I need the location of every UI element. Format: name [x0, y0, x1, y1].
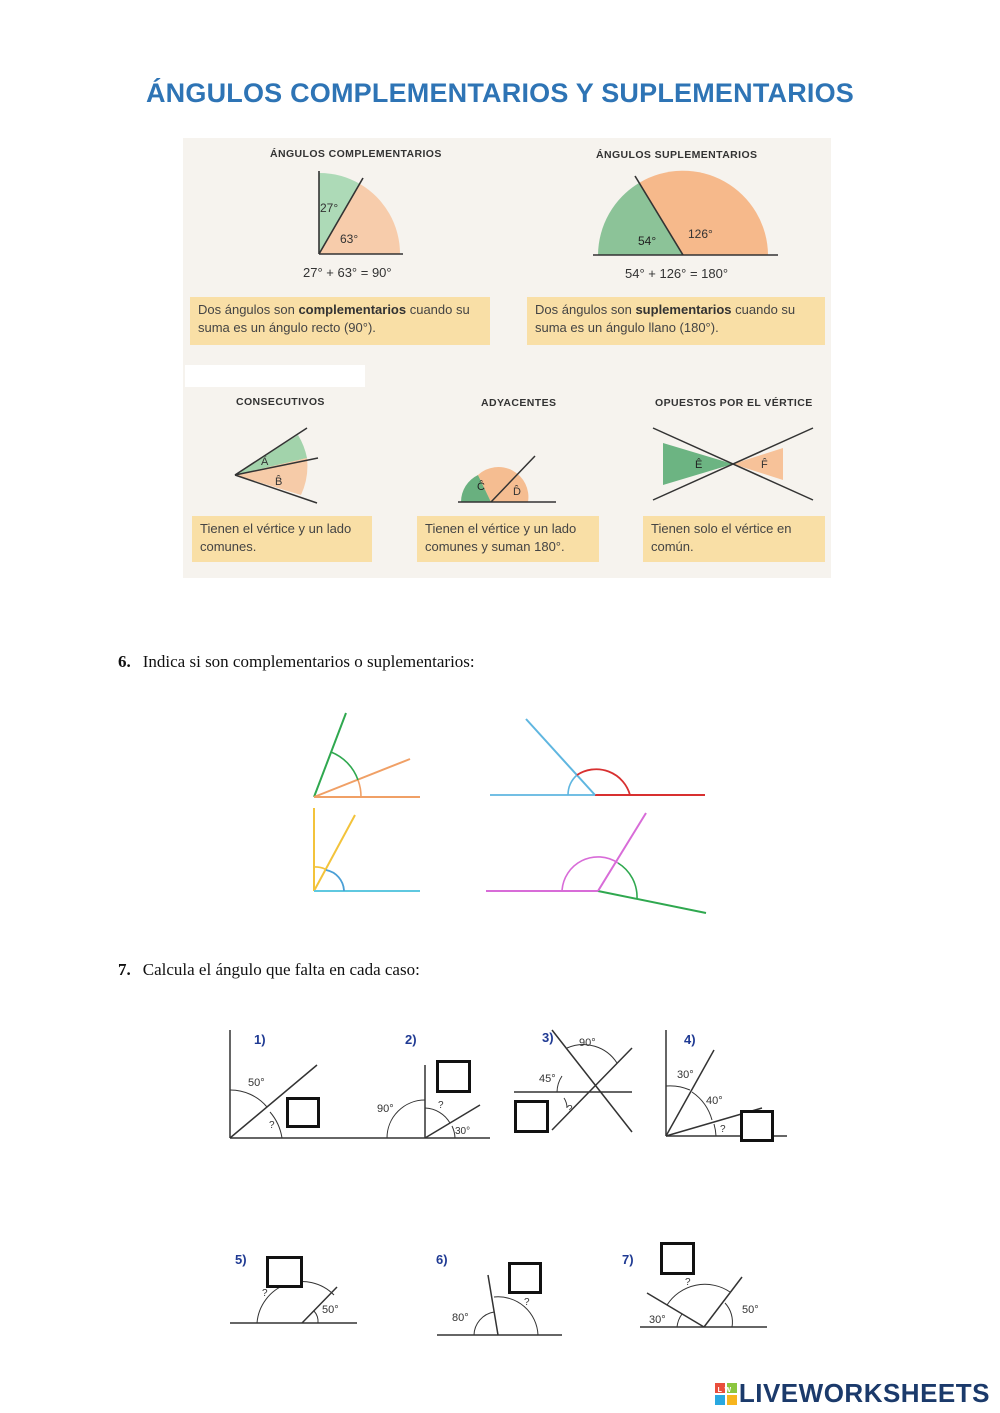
- answer-box-6[interactable]: [508, 1262, 542, 1294]
- supl-definition: Dos ángulos son suplementarios cuando su suma es un ángulo llano (180°).: [527, 297, 825, 345]
- comp-definition: Dos ángulos son complementarios cuando su suma es un ángulo recto (90°).: [190, 297, 490, 345]
- ady-c: Ĉ: [477, 481, 485, 493]
- q6-figure-1: [314, 713, 420, 797]
- exercise-6: [436, 1252, 562, 1335]
- ex7-label: 7): [622, 1252, 634, 1267]
- cons-a: Â: [261, 456, 269, 468]
- adyacentes-heading: ADYACENTES: [481, 397, 557, 409]
- supl-angle-a: 54°: [638, 234, 657, 248]
- ex6-label: 6): [436, 1252, 448, 1267]
- ex6-given: 80°: [452, 1312, 469, 1324]
- complementary-figure: [319, 171, 403, 254]
- ex1-given: 50°: [248, 1077, 265, 1089]
- adyacentes-definition: Tienen el vértice y un lado comunes y suman 180°.: [417, 516, 599, 562]
- ex7-given-b: 50°: [742, 1304, 759, 1316]
- comp-angle-b: 63°: [340, 232, 359, 246]
- brand-logo: [715, 1378, 990, 1409]
- comp-equation: 27° + 63° = 90°: [303, 265, 392, 280]
- ex6-unknown: ?: [524, 1297, 530, 1308]
- q6-figure-3: [314, 808, 420, 891]
- ex7-given-a: 30°: [649, 1314, 666, 1326]
- theory-figures: [183, 138, 831, 578]
- opuestos-heading: OPUESTOS POR EL VÉRTICE: [655, 397, 813, 409]
- ex3-unknown: ?: [567, 1104, 573, 1115]
- answer-box-5[interactable]: [266, 1256, 303, 1288]
- page-title: ÁNGULOS COMPLEMENTARIOS Y SUPLEMENTARIOS: [145, 78, 855, 108]
- question-6: 6. Indica si son complementarios o suplementarios:: [118, 652, 475, 671]
- answer-box-2[interactable]: [436, 1060, 471, 1093]
- consecutivos-heading: CONSECUTIVOS: [236, 396, 325, 408]
- comp-angle-a: 27°: [320, 201, 339, 215]
- consecutivos-definition: Tienen el vértice y un lado comunes.: [192, 516, 372, 562]
- consecutivos-figure: [235, 428, 318, 503]
- liveworksheets-icon: LW: [715, 1383, 737, 1405]
- supl-angle-b: 126°: [688, 227, 713, 241]
- ex3-given-a: 90°: [579, 1037, 596, 1049]
- ex3-given-b: 45°: [539, 1073, 556, 1085]
- question-7: 7. Calcula el ángulo que falta en cada caso:: [118, 960, 420, 979]
- ex4-given-a: 30°: [677, 1069, 694, 1081]
- q6-figure-4: [486, 813, 706, 913]
- q7-row-2: [222, 1245, 790, 1343]
- answer-box-1[interactable]: [286, 1097, 320, 1128]
- complementarios-heading: ÁNGULOS COMPLEMENTARIOS: [270, 148, 442, 160]
- ex1-unknown: ?: [269, 1120, 275, 1131]
- ex4-unknown: ?: [720, 1124, 726, 1135]
- brand-name: LIVEWORKSHEETS: [738, 1378, 990, 1408]
- ex7-unknown: ?: [685, 1277, 691, 1288]
- answer-box-3[interactable]: [514, 1100, 549, 1133]
- opuestos-figure: [653, 428, 813, 500]
- supl-equation: 54° + 126° = 180°: [625, 266, 729, 281]
- opuestos-definition: Tienen solo el vértice en común.: [643, 516, 825, 562]
- adyacentes-figure: [458, 456, 556, 502]
- q6-figures: [300, 705, 720, 920]
- ex4-given-b: 40°: [706, 1095, 723, 1107]
- op-f: F̂: [761, 459, 768, 471]
- ex2-unknown: ?: [438, 1100, 444, 1111]
- q6-figure-2: [490, 719, 705, 795]
- ex1-label: 1): [254, 1032, 266, 1047]
- ex5-given: 50°: [322, 1304, 339, 1316]
- suplementarios-heading: ÁNGULOS SUPLEMENTARIOS: [596, 149, 758, 161]
- ex2-label: 2): [405, 1032, 417, 1047]
- ex2-given-a: 90°: [377, 1103, 394, 1115]
- supplementary-figure: [593, 171, 778, 255]
- answer-box-4[interactable]: [740, 1110, 774, 1142]
- answer-box-7[interactable]: [660, 1242, 695, 1275]
- ady-d: D̂: [513, 486, 521, 498]
- op-e: Ê: [695, 459, 703, 471]
- cons-b: B̂: [275, 476, 283, 488]
- ex2-given-b: 30°: [455, 1126, 471, 1137]
- ex5-label: 5): [235, 1252, 247, 1267]
- ex4-label: 4): [684, 1032, 696, 1047]
- ex3-label: 3): [542, 1030, 554, 1045]
- ex5-unknown: ?: [262, 1288, 268, 1299]
